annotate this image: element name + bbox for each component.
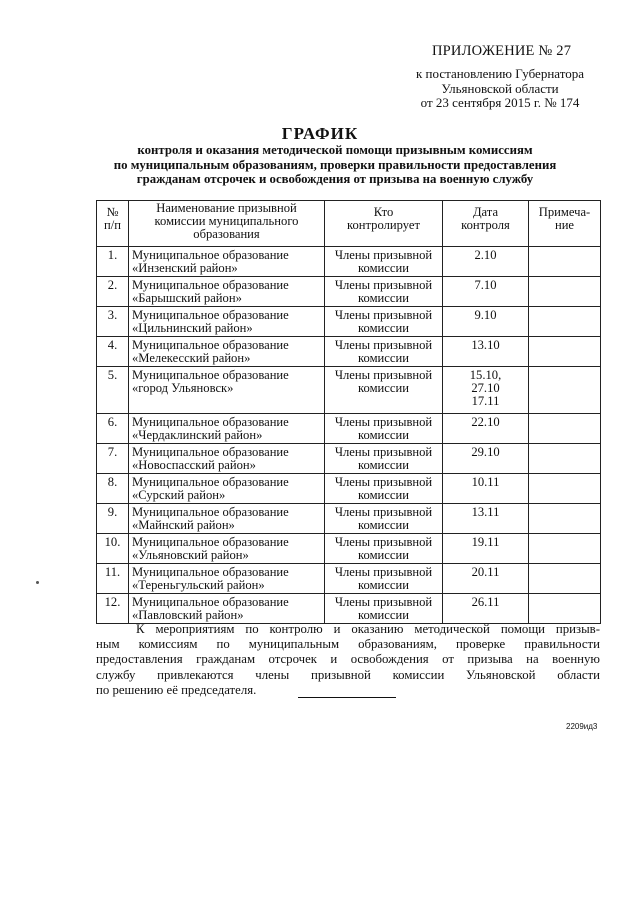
row-num: 10.	[97, 534, 129, 564]
resolution-line: к постановлению Губернатора	[415, 66, 585, 81]
closing-rule	[298, 697, 396, 698]
row-commission: Муниципальное образование «Сурский район»	[129, 474, 325, 504]
row-commission: Муниципальное образование «Тереньгульский район»	[129, 564, 325, 594]
row-commission: Муниципальное образование «Барышский район»	[129, 277, 325, 307]
row-commission: Муниципальное образование «Инзенский район»	[129, 247, 325, 277]
row-note	[529, 337, 601, 367]
row-num: 8.	[97, 474, 129, 504]
row-commission: Муниципальное образование «город Ульяновск»	[129, 367, 325, 414]
row-date: 29.10	[443, 444, 529, 474]
document-code: 2209ид3	[566, 722, 598, 731]
table-row	[97, 534, 601, 564]
row-num: 9.	[97, 504, 129, 534]
scan-artifact-dot	[36, 581, 39, 584]
resolution-reference	[400, 67, 600, 111]
row-date: 22.10	[443, 414, 529, 444]
row-num: 3.	[97, 307, 129, 337]
row-note	[529, 474, 601, 504]
row-num: 4.	[97, 337, 129, 367]
row-date: 9.10	[443, 307, 529, 337]
row-note	[529, 367, 601, 414]
row-controller: Члены призывной комиссии	[325, 307, 443, 337]
paragraph-line: по решению её председателя.	[96, 682, 257, 697]
row-commission: Муниципальное образование «Ульяновский район»	[129, 534, 325, 564]
row-controller: Члены призывной комиссии	[325, 247, 443, 277]
row-controller: Члены призывной комиссии	[325, 534, 443, 564]
row-note	[529, 444, 601, 474]
row-controller: Члены призывной комиссии	[325, 367, 443, 414]
table-row	[97, 277, 601, 307]
document-title: ГРАФИК	[281, 124, 359, 143]
header-date: Дата контроля	[443, 201, 529, 247]
paragraph-line: предоставления гражданам отсрочек и освобождения от призыва на военную	[96, 652, 600, 667]
row-date: 20.11	[443, 564, 529, 594]
row-controller: Члены призывной комиссии	[325, 337, 443, 367]
subtitle-line: по муниципальным образованиям, проверки правильности предоставления	[113, 157, 557, 172]
row-num: 6.	[97, 414, 129, 444]
table-row	[97, 307, 601, 337]
table-row	[97, 414, 601, 444]
row-date: 13.11	[443, 504, 529, 534]
header-note: Примеча- ние	[529, 201, 601, 247]
row-note	[529, 307, 601, 337]
row-note	[529, 594, 601, 624]
row-num: 2.	[97, 277, 129, 307]
appendix-number: ПРИЛОЖЕНИЕ № 27	[432, 43, 572, 59]
subtitle-line: гражданам отсрочек и освобождения от призыва на военную службу	[136, 172, 534, 187]
row-note	[529, 504, 601, 534]
row-controller: Члены призывной комиссии	[325, 474, 443, 504]
row-controller: Члены призывной комиссии	[325, 564, 443, 594]
row-date: 10.11	[443, 474, 529, 504]
row-num: 7.	[97, 444, 129, 474]
row-date: 2.10	[443, 247, 529, 277]
row-note	[529, 534, 601, 564]
document-subtitle	[90, 143, 580, 187]
table-row	[97, 564, 601, 594]
row-controller: Члены призывной комиссии	[325, 504, 443, 534]
row-date: 19.11	[443, 534, 529, 564]
table-row	[97, 594, 601, 624]
table-row	[97, 474, 601, 504]
row-date: 7.10	[443, 277, 529, 307]
resolution-line: от 23 сентября 2015 г. № 174	[420, 95, 580, 110]
row-controller: Члены призывной комиссии	[325, 444, 443, 474]
row-num: 1.	[97, 247, 129, 277]
row-note	[529, 564, 601, 594]
row-commission: Муниципальное образование «Майнский район»	[129, 504, 325, 534]
table-row	[97, 444, 601, 474]
header-name: Наименование призывной комиссии муниципального образования	[129, 201, 325, 247]
resolution-line: Ульяновской области	[441, 80, 559, 96]
closing-paragraph	[96, 622, 600, 698]
header-num: № п/п	[97, 201, 129, 247]
row-date: 15.10, 27.10 17.11	[443, 367, 529, 414]
row-controller: Члены призывной комиссии	[325, 414, 443, 444]
row-controller: Члены призывной комиссии	[325, 277, 443, 307]
row-note	[529, 414, 601, 444]
row-commission: Муниципальное образование «Цильнинский район»	[129, 307, 325, 337]
schedule-table	[96, 200, 601, 624]
paragraph-line: ным комиссиям по муниципальным образованиям, проверке правильности	[96, 637, 600, 652]
row-controller: Члены призывной комиссии	[325, 594, 443, 624]
row-num: 11.	[97, 564, 129, 594]
table-header-row	[97, 201, 601, 247]
row-commission: Муниципальное образование «Павловский район»	[129, 594, 325, 624]
row-commission: Муниципальное образование «Чердаклинский район»	[129, 414, 325, 444]
row-num: 5.	[97, 367, 129, 414]
table-row	[97, 504, 601, 534]
header-who: Кто контролирует	[325, 201, 443, 247]
table-row	[97, 337, 601, 367]
paragraph-line: службу привлекаются члены призывной комиссии Ульяновской области	[96, 667, 600, 682]
table-row	[97, 367, 601, 414]
row-commission: Муниципальное образование «Мелекесский район»	[129, 337, 325, 367]
paragraph-line: К мероприятиям по контролю и оказанию методической помощи призыв-	[136, 622, 600, 636]
subtitle-line: контроля и оказания методической помощи призывным комиссиям	[137, 143, 533, 157]
row-num: 12.	[97, 594, 129, 624]
table-row	[97, 247, 601, 277]
row-date: 26.11	[443, 594, 529, 624]
row-commission: Муниципальное образование «Новоспасский район»	[129, 444, 325, 474]
row-note	[529, 247, 601, 277]
row-date: 13.10	[443, 337, 529, 367]
row-note	[529, 277, 601, 307]
